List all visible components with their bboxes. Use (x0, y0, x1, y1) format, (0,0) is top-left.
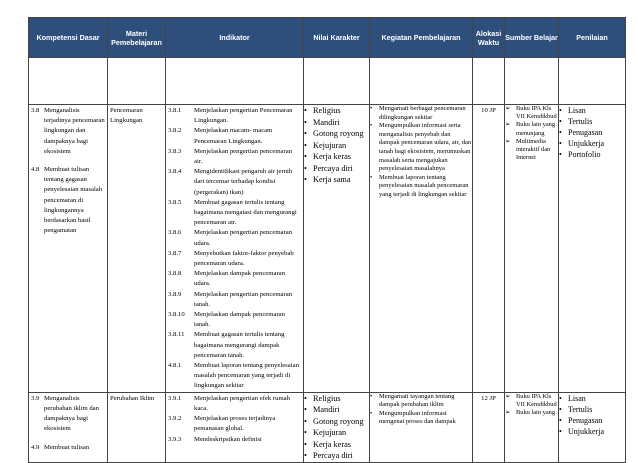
list-item: • Penugasan (559, 128, 603, 137)
indikator-item: 3.8.2 Menjelaskan macam- macam Pencemaran Lingkungan. (168, 127, 273, 145)
list-item: ➢ Buku IPA Kls VII Kemdikbud (505, 105, 557, 121)
header-kegiatan: Kegiatan Pembelajaran (370, 18, 473, 58)
list-item: • Mengumpulkan informasi serta menganalisis penyebab dan dampak pencemaran udara, air, dan tanah bagi ekosistem, merumuskan masalah serta mengajukan penyelesaian masalahnya (370, 122, 472, 173)
header-kompetensi-dasar: Kompetensi Dasar (29, 18, 108, 58)
list-item: • Lisan (559, 393, 586, 403)
list-item: • Gotong royong (304, 129, 364, 138)
header-alokasi: Alokasi Waktu (473, 18, 505, 58)
kd-number: 3.8 (31, 107, 40, 114)
indikator-item: 3.9.1 Menjelaskan pengertian efek rumah kaca. (168, 394, 290, 412)
indikator-item: 3.9.3 Mendeskripsikan definisi (168, 435, 262, 443)
materi-text: Pencemaran Lingkungan (110, 107, 143, 125)
kegiatan-cell (370, 392, 473, 462)
list-item: • Kerja keras (304, 152, 352, 161)
alokasi-text: 10 JP (481, 107, 496, 114)
indikator-item: 3.8.6 Menjelaskan pengertian pencemaran udara. (168, 229, 293, 247)
indikator-cell (166, 105, 304, 393)
list-item: • Percaya diri (304, 451, 353, 461)
kd-number: 4.8 (31, 166, 40, 174)
materi-cell (108, 392, 166, 462)
indikator-item: 4.8.1 Membuat laporan tentang penyelesaian masalah pencemaran yang terjadi di lingkungan sekitar (168, 362, 299, 390)
sumber-cell (505, 392, 559, 462)
list-item: ➢ Buku lain yang (505, 409, 556, 417)
arrow-bullet-icon: ➢ (505, 105, 511, 112)
arrow-bullet-icon: ➢ (505, 392, 511, 400)
kd-cell (29, 392, 108, 462)
list-item: • Tertulis (559, 117, 593, 126)
indikator-item: 3.8.8 Menjelaskan dampak pencemaran udara. (168, 270, 285, 288)
kd-cell (29, 105, 108, 393)
list-item: • Mandiri (304, 117, 340, 127)
header-materi: Materi Pemebelajaran (108, 18, 166, 58)
materi-cell (108, 105, 166, 393)
header-indikator: Indikator (166, 18, 304, 58)
indikator-cell (166, 392, 304, 462)
list-item: • Unjukkerja (559, 426, 604, 436)
list-item: ➢ Buku lain yang menunjang (505, 121, 556, 137)
list-item: ➢ Multimedia interaktif dan Internet (505, 137, 551, 162)
list-item: • Religius (304, 393, 341, 403)
header-nilai-karakter: Nilai Karakter (304, 18, 370, 58)
kegiatan-cell (370, 105, 473, 393)
kd-item (31, 443, 105, 453)
kd-text: Menganalisis terjadinya pencemaran lingkungan dan dampaknya bagi ekosistem (44, 107, 105, 155)
penilaian-cell (559, 392, 626, 462)
list-item: • Tertulis (559, 404, 593, 414)
list-item: ➢ Buku IPA Kls VII Kemdikbud (505, 392, 557, 408)
list-item: • Mengumpulkan informasi mengenai proses dan dampak (370, 409, 456, 426)
list-item: • Mengamati berbagai pencemaran dilingkungan sekitar (370, 105, 466, 121)
list-item: • Mandiri (304, 405, 340, 415)
table-row (29, 392, 626, 462)
kd-number: 4.9 (31, 443, 40, 451)
list-item: • Penugasan (559, 415, 603, 425)
list-item: • Religius (304, 106, 341, 115)
nilai-karakter-cell (304, 392, 370, 462)
indikator-item: 3.8.4 Mengidentifikasi pengaruh air jernih dari tercemar terhadap kondisi (pergerakan) ikan) (168, 168, 293, 196)
kd-number: 3.9 (31, 394, 40, 402)
list-item: • Kejujuran (304, 428, 347, 438)
sumber-cell (505, 105, 559, 393)
materi-text: Perubahan Iklim (110, 394, 155, 402)
arrow-bullet-icon: ➢ (505, 137, 511, 145)
syllabus-table (28, 17, 626, 463)
kd-text: Menganalisis perubahan iklim dan dampaknya bagi ekosistem (44, 394, 99, 433)
empty-row (29, 58, 626, 105)
list-item: • Mengamati tayangan tentang dampak perubahan iklim (370, 392, 455, 409)
list-item: • Percaya diri (304, 163, 353, 173)
list-item: • Membuat laporan tentang penyelesaian masalah pencemaran yang terjadi di lingkungan sekitar (370, 173, 469, 198)
kd-item (31, 106, 105, 157)
list-item: • Gotong royong (304, 416, 364, 426)
indikator-item: 3.8.3 Menjelaskan pengertian pencemaran air. (168, 147, 293, 166)
header-penilaian: Penilaian (559, 18, 626, 58)
list-item: • Portofolio (559, 150, 601, 159)
penilaian-cell (559, 105, 626, 393)
kd-item (31, 394, 105, 435)
header-row (29, 18, 626, 58)
kd-item (31, 165, 105, 236)
alokasi-cell (473, 105, 505, 393)
indikator-item: 3.8.10 Menjelaskan dampak pencemaran tanah. (168, 311, 285, 329)
list-item: • Unjukkerja (559, 139, 604, 148)
kd-text: Membuat tulisan (44, 443, 90, 451)
arrow-bullet-icon: ➢ (505, 409, 511, 417)
list-item: • Lisan (559, 106, 586, 115)
indikator-item: 3.8.11 Membuat gagasan tertulis tentang bagaimana mengurangi dampak pencemaran tanah. (168, 331, 285, 359)
table-row (29, 105, 626, 393)
list-item: • Kejujuran (304, 140, 347, 150)
alokasi-cell (473, 392, 505, 462)
header-sumber: Sumber Belajar (505, 18, 559, 58)
kd-text: Membuat tulisan tentang gagasan penyelesaian masalah pencemaran di lingkungannya berdasarkan hasil pengamatan (44, 166, 103, 235)
indikator-item: 3.8.1 Menjelaskan pengertian Pencemaran Lingkungan. (168, 107, 293, 125)
indikator-item: 3.8.9 Menjelaskan pengertian pencemaran tanah. (168, 290, 293, 308)
arrow-bullet-icon: ➢ (505, 121, 511, 129)
indikator-item: 3.9.2 Menjelaskan proses terjadinya pemanasan global. (168, 415, 276, 433)
indikator-item: 3.8.5 Membuat gagasan tertulis tentang bagaimana mengatasi dan mengurangi pencemaran air. (168, 198, 297, 227)
alokasi-text: 12 JP (481, 394, 496, 402)
list-item: • Kerja sama (304, 175, 351, 184)
indikator-item: 3.8.7 Menyebutkan faktor-faktor penyebab pencemaran udara. (168, 249, 294, 268)
nilai-karakter-cell (304, 105, 370, 393)
list-item: • Kerja keras (304, 439, 352, 449)
